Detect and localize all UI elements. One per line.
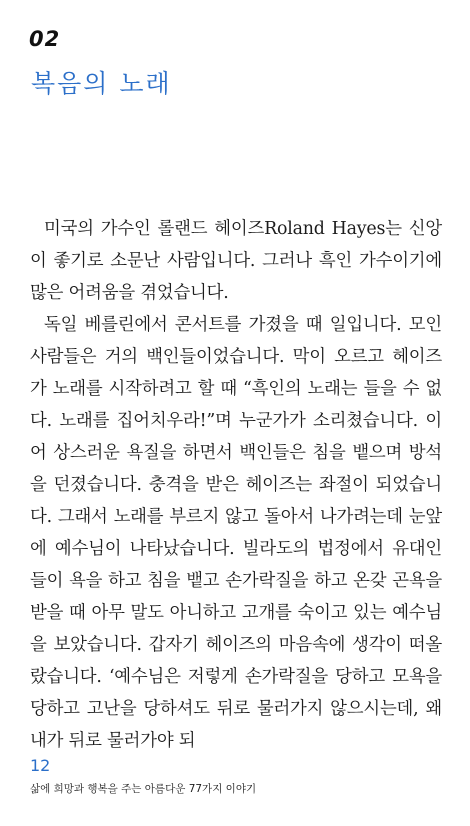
chapter-number: 02: [29, 27, 61, 51]
chapter-title: 복음의 노래: [31, 69, 172, 98]
page-number: 12: [30, 756, 51, 775]
running-footer-book-title: 삶에 희망과 행복을 주는 아름다운 77가지 이야기: [30, 783, 257, 795]
paragraph: 미국의 가수인 롤랜드 헤이즈Roland Hayes는 신앙이 좋기로 소문난 사람입니다. 그러나 흑인 가수이기에 많은 어려움을 겪었습니다.: [30, 219, 442, 303]
paragraph: 독일 베를린에서 콘서트를 가졌을 때 일입니다. 모인 사람들은 거의 백인들이었습니다. 막이 오르고 헤이즈가 노래를 시작하려고 할 때 “흑인의 노래는 들을 수 없다. 노래를 집어치우라!”며 누군가가 소리쳤습니다. 이어 상스러운 욕질을 하면서 백인들은 침을 뱉으며 방석을 던졌습니다. 충격을 받은 헤이즈는 좌절이 되었습니다. 그래서 노래를 부르지 않고 돌아서 나가려는데 눈앞에 예수님이 나타났습니다. 빌라도의 법정에서 유대인들이 욕을 하고 침을 뱉고 손가락질을 하고 온갖 곤욕을 받을 때 아무 말도 아니하고 고개를 숙이고 있는 예수님을 보았습니다. 갑자기 헤이즈의 마음속에 생각이 떠올랐습니다. ‘예수님은 저렇게 손가락질을 당하고 모욕을 당하고 고난을 당하셔도 뒤로 물러가지 않으시는데, 왜 내가 뒤로 물러가야 되: [30, 315, 442, 751]
body-text: [30, 213, 442, 757]
